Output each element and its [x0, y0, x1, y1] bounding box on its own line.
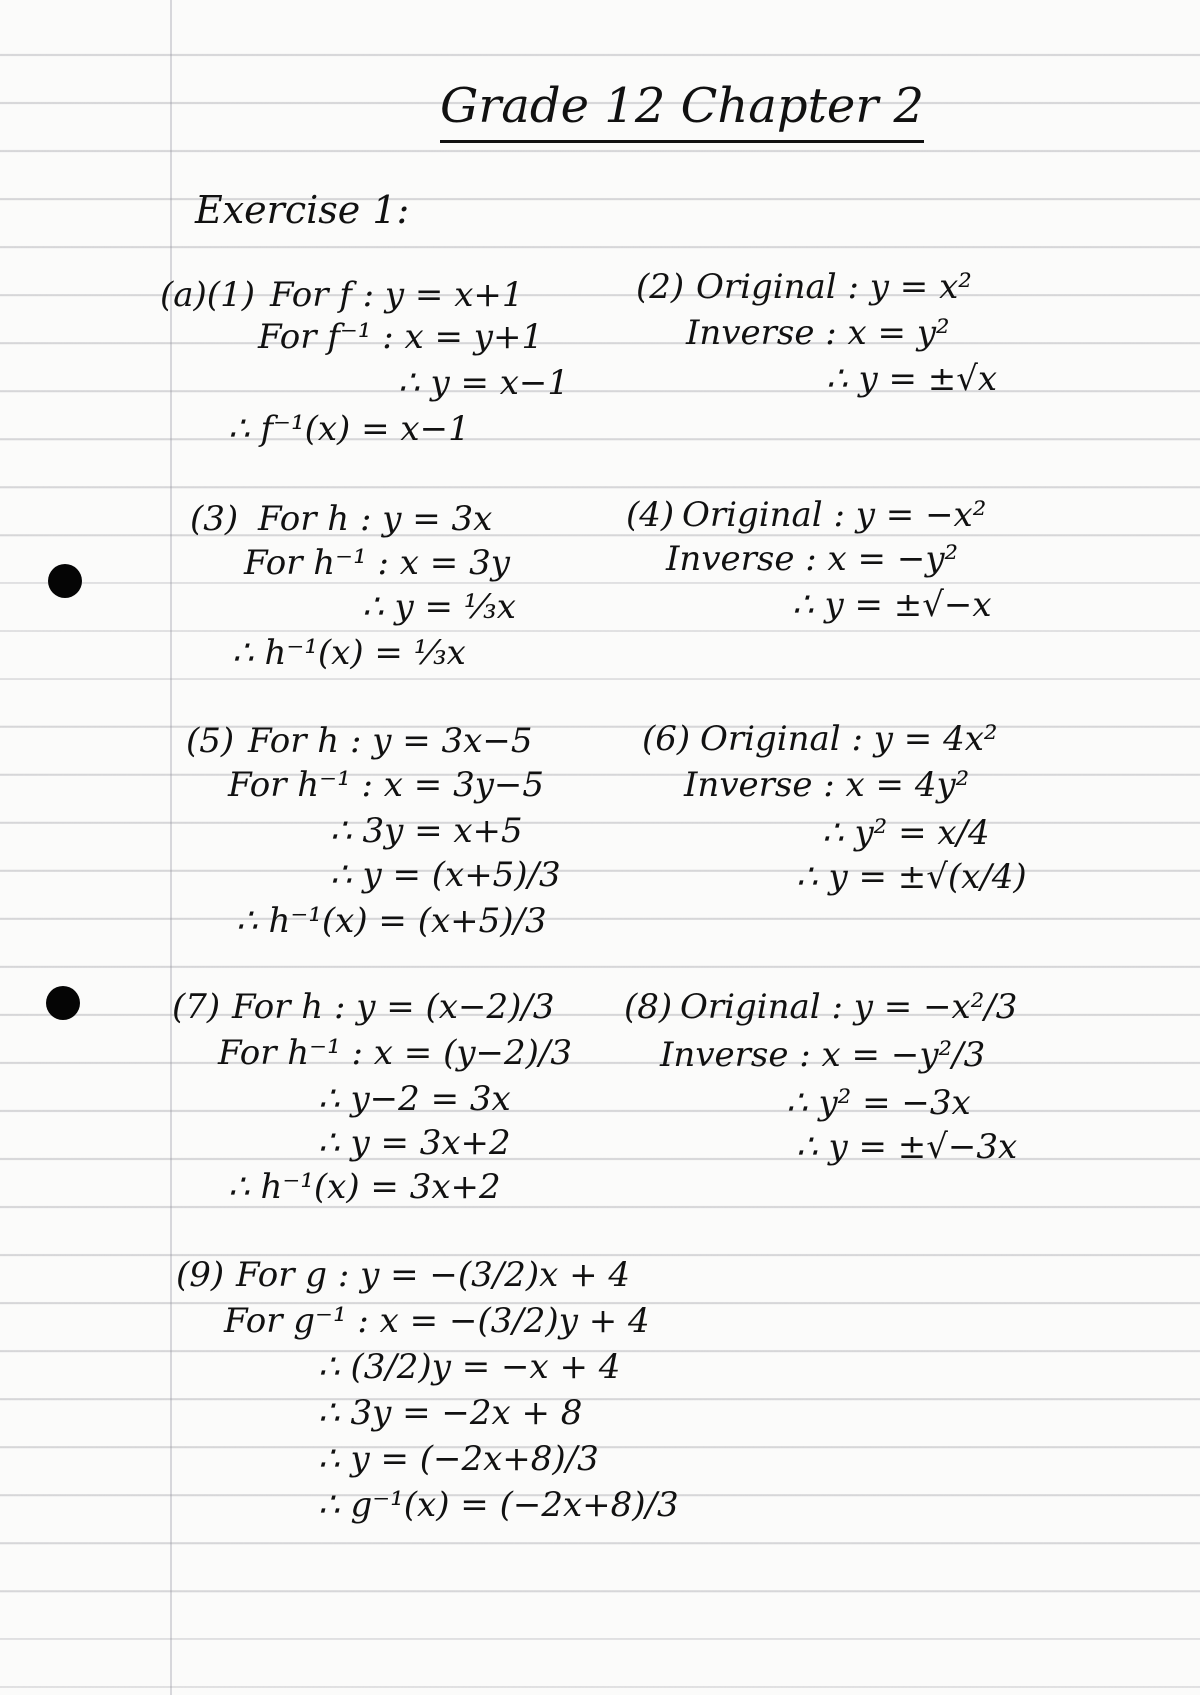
problem-label: (4) [626, 495, 675, 535]
equation-line: ∴ y = ±√−x [792, 585, 992, 625]
problem-label: (9) [176, 1255, 225, 1295]
equation-line: Original : y = 4x² [700, 719, 998, 759]
equation-line: ∴ y = 3x+2 [318, 1123, 511, 1163]
equation-line: For g⁻¹ : x = −(3/2)y + 4 [224, 1301, 650, 1341]
equation-line: ∴ y = ±√(x/4) [796, 857, 1027, 897]
problem-label: (a)(1) [160, 275, 255, 315]
equation-line: Inverse : x = y² [686, 313, 950, 353]
problem-label: (5) [186, 721, 235, 761]
equation-line: Inverse : x = 4y² [684, 765, 970, 805]
equation-line: ∴ y = (x+5)/3 [330, 855, 561, 895]
equation-line: ∴ y = x−1 [398, 363, 570, 403]
problem-label: (7) [172, 987, 221, 1027]
equation-line: For h : y = 3x−5 [248, 721, 533, 761]
equation-line: ∴ 3y = −2x + 8 [318, 1393, 583, 1433]
equation-line: ∴ 3y = x+5 [330, 811, 523, 851]
equation-line: ∴ y = ±√x [826, 359, 998, 399]
equation-line: ∴ f⁻¹(x) = x−1 [228, 409, 470, 449]
equation-line: ∴ h⁻¹(x) = ⅓x [232, 633, 466, 673]
equation-line: ∴ h⁻¹(x) = 3x+2 [228, 1167, 501, 1207]
page-title: Grade 12 Chapter 2 [440, 78, 924, 143]
punch-hole [48, 564, 82, 598]
equation-line: ∴ y−2 = 3x [318, 1079, 511, 1119]
equation-line: ∴ y² = −3x [786, 1083, 971, 1123]
equation-line: For h : y = 3x [258, 499, 493, 539]
equation-line: Original : y = −x²/3 [680, 987, 1018, 1027]
problem-label: (2) [636, 267, 685, 307]
equation-line: ∴ h⁻¹(x) = (x+5)/3 [236, 901, 547, 941]
equation-line: For h : y = (x−2)/3 [232, 987, 555, 1027]
equation-line: Original : y = −x² [682, 495, 987, 535]
equation-line: ∴ y = (−2x+8)/3 [318, 1439, 599, 1479]
equation-line: Original : y = x² [696, 267, 972, 307]
equation-line: For g : y = −(3/2)x + 4 [236, 1255, 631, 1295]
equation-line: ∴ y² = x/4 [822, 813, 990, 853]
equation-line: ∴ y = ±√−3x [796, 1127, 1018, 1167]
equation-line: Inverse : x = −y² [666, 539, 959, 579]
equation-line: For f⁻¹ : x = y+1 [258, 317, 544, 357]
exercise-heading: Exercise 1: [195, 188, 410, 232]
equation-line: For f : y = x+1 [270, 275, 524, 315]
punch-hole [46, 986, 80, 1020]
equation-line: For h⁻¹ : x = 3y [244, 543, 510, 583]
problem-label: (6) [642, 719, 691, 759]
problem-label: (3) [190, 499, 239, 539]
problem-label: (8) [624, 987, 673, 1027]
equation-line: For h⁻¹ : x = 3y−5 [228, 765, 545, 805]
equation-line: Inverse : x = −y²/3 [660, 1035, 986, 1075]
equation-line: For h⁻¹ : x = (y−2)/3 [218, 1033, 573, 1073]
equation-line: ∴ g⁻¹(x) = (−2x+8)/3 [318, 1485, 679, 1525]
equation-line: ∴ y = ⅓x [362, 587, 516, 627]
margin-line [170, 0, 172, 1695]
equation-line: ∴ (3/2)y = −x + 4 [318, 1347, 621, 1387]
